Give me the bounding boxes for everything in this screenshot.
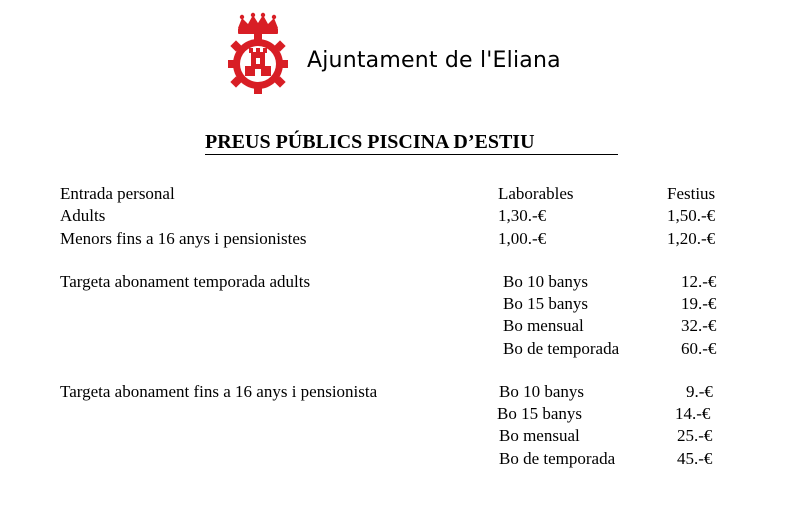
row-label-adults: Adults [60, 206, 106, 225]
row-label-minors-pensioners: Menors fins a 16 anys i pensionistes [60, 229, 307, 248]
adult-pass-option-name: Bo mensual [503, 316, 584, 335]
junior-pass-option-name: Bo mensual [499, 426, 580, 445]
adult-pass-option-name: Bo de temporada [503, 339, 620, 358]
section-label-single-entry: Entrada personal [60, 184, 175, 203]
junior-pass-option-price: 45.-€ [677, 449, 713, 468]
adult-pass-option-name: Bo 10 banys [503, 272, 588, 291]
adult-pass-option-price: 60.-€ [681, 339, 717, 358]
section-label-junior-pass: Targeta abonament fins a 16 anys i pensionista [60, 382, 378, 401]
adult-pass-option-price: 12.-€ [681, 272, 717, 291]
column-header-holiday: Festius [667, 184, 716, 203]
municipal-logo [218, 12, 298, 94]
junior-pass-option-price: 9.-€ [686, 382, 713, 401]
junior-pass-option-name: Bo 10 banys [499, 382, 584, 401]
price-minors-holiday: 1,20.-€ [667, 229, 716, 248]
adult-pass-option-name: Bo 15 banys [503, 294, 588, 313]
junior-pass-option-name: Bo 15 banys [497, 404, 582, 423]
page-title: PREUS PÚBLICS PISCINA D’ESTIU [205, 130, 618, 155]
junior-pass-option-price: 14.-€ [675, 404, 711, 423]
junior-pass-option-price: 25.-€ [677, 426, 713, 445]
adult-pass-option-price: 32.-€ [681, 316, 717, 335]
price-adults-weekday: 1,30.-€ [498, 206, 547, 225]
column-header-weekday: Laborables [498, 184, 574, 203]
section-label-adult-pass: Targeta abonament temporada adults [60, 272, 311, 291]
adult-pass-option-price: 19.-€ [681, 294, 717, 313]
junior-pass-option-name: Bo de temporada [499, 449, 616, 468]
price-adults-holiday: 1,50.-€ [667, 206, 716, 225]
price-minors-weekday: 1,00.-€ [498, 229, 547, 248]
organization-name: Ajuntament de l'Eliana [307, 48, 561, 73]
